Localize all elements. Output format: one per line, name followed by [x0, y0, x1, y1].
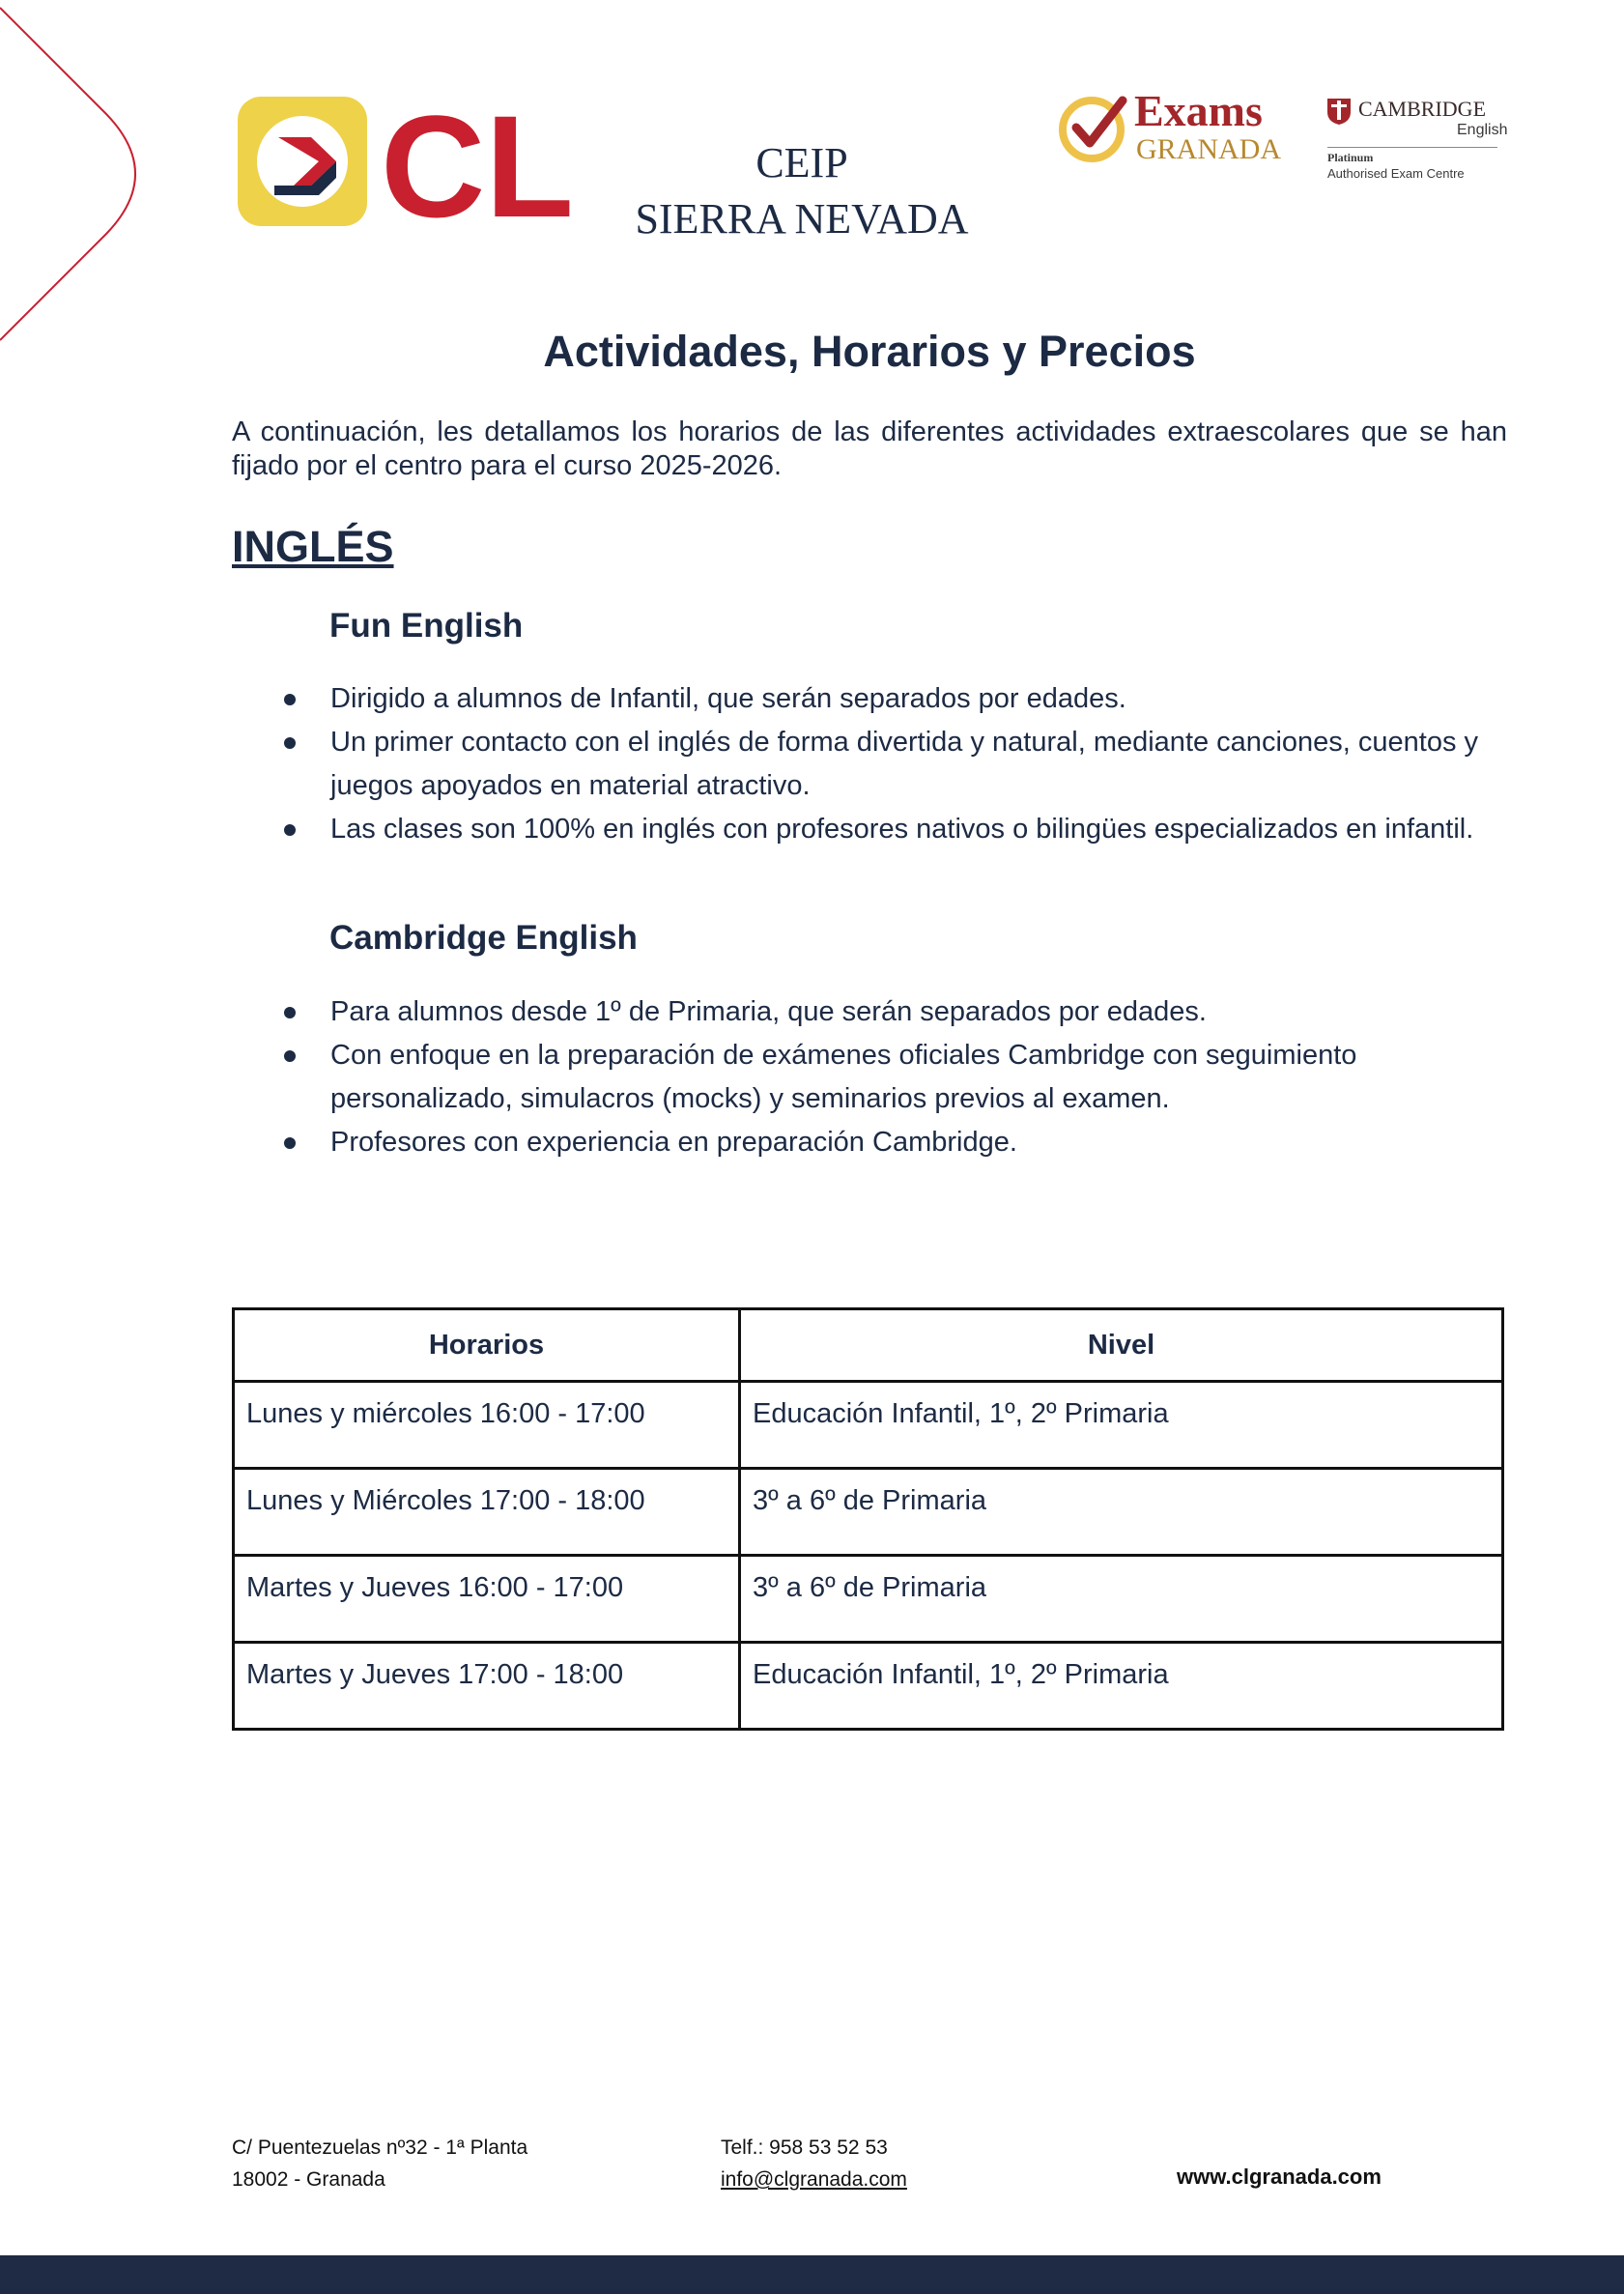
table-cell-nivel: Educación Infantil, 1º, 2º Primaria: [740, 1643, 1503, 1730]
cambridge-divider: [1327, 147, 1497, 148]
footer-website[interactable]: www.clgranada.com: [1177, 2165, 1382, 2189]
table-row: [234, 1469, 1503, 1556]
table-cell-nivel: Educación Infantil, 1º, 2º Primaria: [740, 1382, 1503, 1469]
list-item: Para alumnos desde 1º de Primaria, que serán separados por edades.: [280, 990, 1488, 1034]
table-cell-horario: Lunes y miércoles 16:00 - 17:00: [234, 1382, 740, 1469]
column-header-horarios: Horarios: [234, 1309, 740, 1382]
table-cell-nivel: 3º a 6º de Primaria: [740, 1469, 1503, 1556]
cambridge-subtitle: English: [1457, 122, 1508, 138]
footer-bar: [0, 2255, 1624, 2294]
cambridge-centre: Authorised Exam Centre: [1327, 166, 1465, 181]
cambridge-english-heading: Cambridge English: [329, 919, 638, 957]
fun-english-heading: Fun English: [329, 607, 524, 645]
page-title: Actividades, Horarios y Precios: [543, 327, 1196, 376]
table-row: [234, 1556, 1503, 1643]
cambridge-english-list: [280, 990, 1488, 1164]
footer-address-line-1: C/ Puentezuelas nº32 - 1ª Planta: [232, 2136, 528, 2159]
school-line-2: SIERRA NEVADA: [635, 195, 969, 243]
exams-word: Exams: [1134, 89, 1263, 135]
table-cell-horario: Martes y Jueves 16:00 - 17:00: [234, 1556, 740, 1643]
exams-city: GRANADA: [1136, 133, 1281, 165]
list-item: Las clases son 100% en inglés con profesores nativos o bilingües especializados en infantil.: [280, 808, 1488, 851]
cl-logo: [236, 95, 593, 230]
list-item: Un primer contacto con el inglés de forma divertida y natural, mediante canciones, cuentos y juegos apoyados en material atractivo.: [280, 721, 1488, 808]
footer-address: [232, 2132, 527, 2195]
exams-granada-logo: [1053, 89, 1304, 176]
table-cell-nivel: 3º a 6º de Primaria: [740, 1556, 1503, 1643]
intro-paragraph: A continuación, les detallamos los horarios de las diferentes actividades extraescolares que se han fijado por el centro para el curso 2025-2026.: [232, 416, 1507, 481]
list-item: Dirigido a alumnos de Infantil, que serán separados por edades.: [280, 677, 1488, 721]
cambridge-shield-icon: [1325, 97, 1353, 126]
section-heading-ingles: INGLÉS: [232, 522, 394, 571]
table-row: [234, 1382, 1503, 1469]
list-item: Profesores con experiencia en preparación Cambridge.: [280, 1121, 1488, 1164]
school-line-1: CEIP: [755, 139, 848, 186]
cambridge-title: CAMBRIDGE: [1358, 97, 1487, 121]
schedule-table: [232, 1307, 1504, 1731]
cl-logo-text: CL: [381, 95, 574, 230]
column-header-nivel: Nivel: [740, 1309, 1503, 1382]
footer-contact: [721, 2132, 907, 2195]
corner-decoration: [0, 0, 164, 348]
table-cell-horario: Lunes y Miércoles 17:00 - 18:00: [234, 1469, 740, 1556]
list-item: Con enfoque en la preparación de exámenes oficiales Cambridge con seguimiento personalizado, simulacros (mocks) y seminarios previos al examen.: [280, 1034, 1488, 1121]
footer-phone: Telf.: 958 53 52 53: [721, 2136, 888, 2159]
school-name: [580, 135, 1024, 247]
table-row: [234, 1643, 1503, 1730]
fun-english-list: [280, 677, 1488, 851]
footer-email-link[interactable]: info@clgranada.com: [721, 2168, 907, 2191]
table-cell-horario: Martes y Jueves 17:00 - 18:00: [234, 1643, 740, 1730]
cambridge-level: Platinum: [1327, 151, 1374, 164]
footer-address-line-2: 18002 - Granada: [232, 2168, 385, 2191]
table-header-row: [234, 1309, 1503, 1382]
